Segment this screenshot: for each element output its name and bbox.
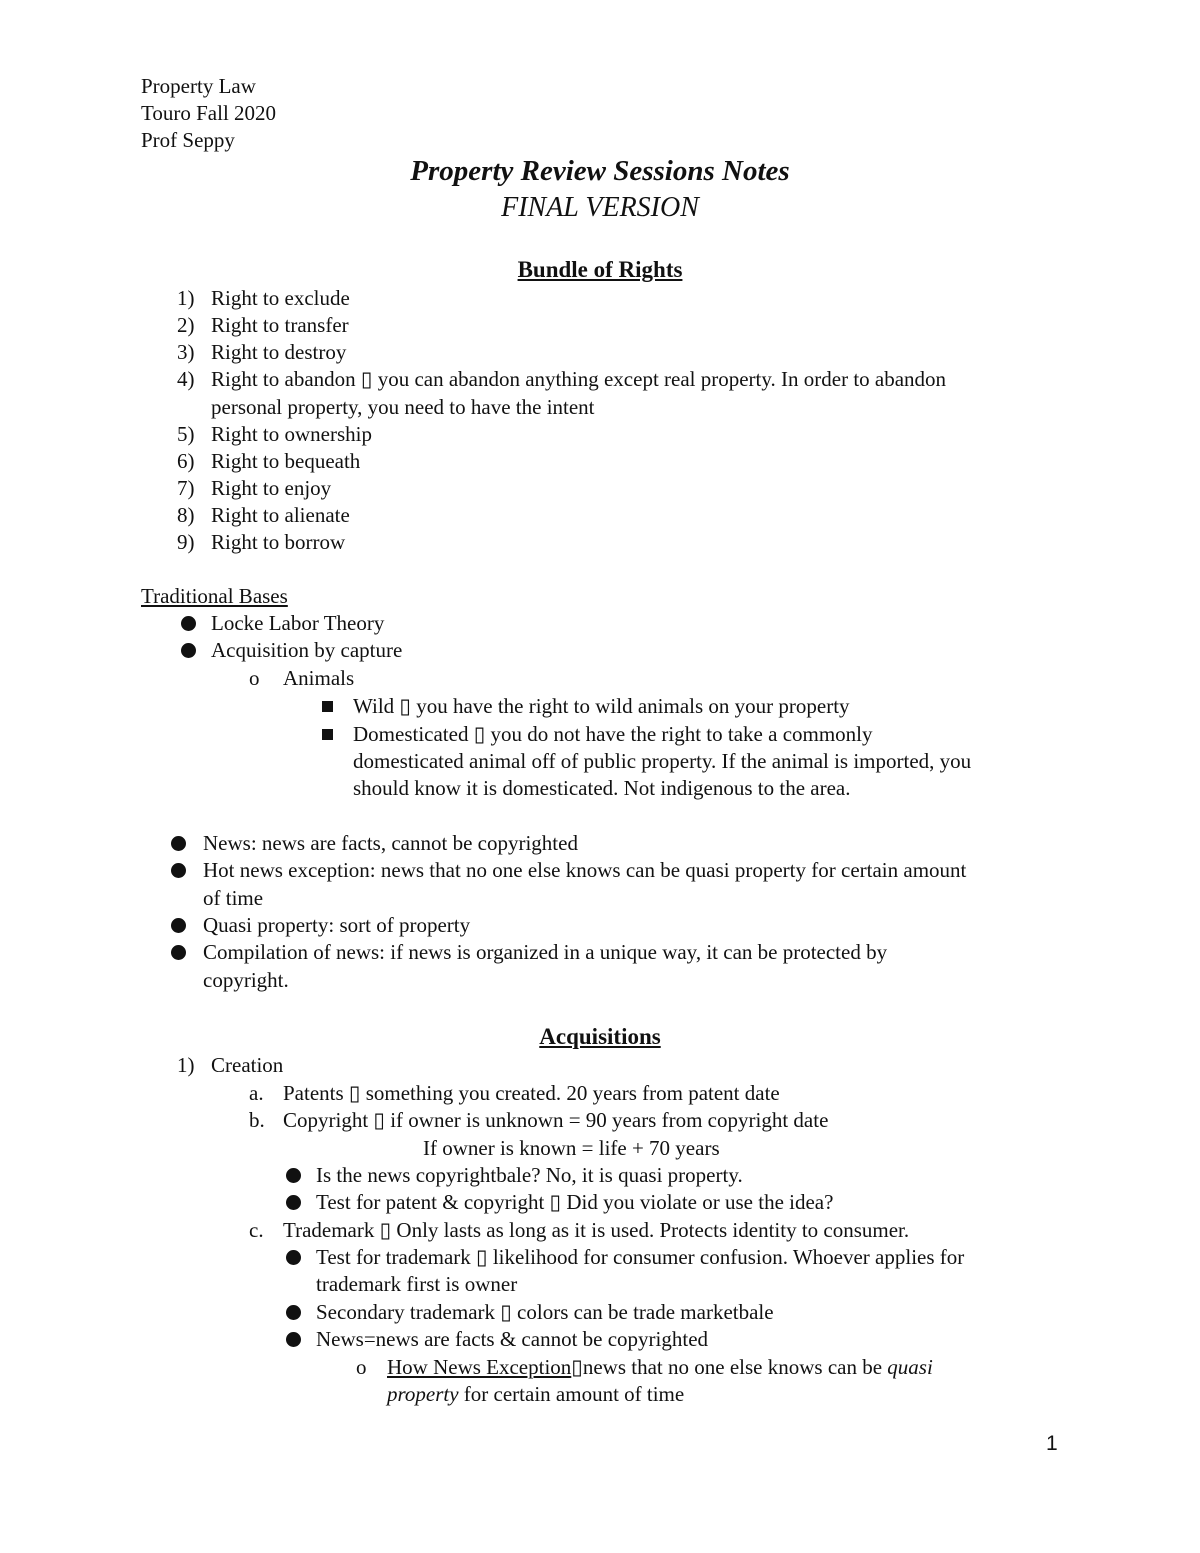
square-bullet-icon: [322, 729, 333, 740]
sub-bullet-marker: o: [249, 666, 260, 690]
list-number: 6): [177, 449, 195, 473]
list-item: Secondary trademark ▯ colors can be trade marketbale: [316, 1300, 774, 1324]
bullet-icon: [171, 836, 186, 851]
section-heading-acquisitions: Acquisitions: [539, 1024, 661, 1049]
list-item: Locke Labor Theory: [211, 611, 385, 635]
list-item: Right to transfer: [211, 313, 349, 337]
list-number: 7): [177, 476, 195, 500]
list-number: 2): [177, 313, 195, 337]
list-item: Acquisition by capture: [211, 638, 403, 662]
bullet-icon: [171, 945, 186, 960]
list-item: Right to exclude: [211, 286, 350, 310]
placeholder-glyph: ▯: [571, 1355, 583, 1379]
list-item: Domesticated ▯ you do not have the right to take a commonly: [353, 722, 873, 746]
list-item: [387, 1354, 933, 1381]
course-name: Property Law: [141, 74, 256, 98]
list-item-continuation: If owner is known = life + 70 years: [423, 1136, 720, 1160]
list-item: Test for trademark ▯ likelihood for consumer confusion. Whoever applies for: [316, 1245, 965, 1269]
document-title: Property Review Sessions Notes: [410, 155, 790, 187]
bullet-icon: [286, 1250, 301, 1265]
list-item: Creation: [211, 1053, 284, 1077]
list-item-continuation: [387, 1381, 684, 1408]
list-number: 8): [177, 503, 195, 527]
news-exception-tail: for certain amount of time: [458, 1382, 685, 1406]
list-item: Right to bequeath: [211, 449, 361, 473]
list-item-continuation: domesticated animal off of public property. If the animal is imported, you: [353, 749, 972, 773]
bullet-icon: [286, 1332, 301, 1347]
list-item: News: news are facts, cannot be copyrighted: [203, 831, 578, 855]
section-heading-bundle: Bundle of Rights: [517, 257, 683, 282]
bullet-icon: [286, 1168, 301, 1183]
bullet-icon: [181, 616, 196, 631]
list-item: Right to enjoy: [211, 476, 332, 500]
list-item: Copyright ▯ if owner is unknown = 90 years from copyright date: [283, 1108, 829, 1132]
list-item: Right to alienate: [211, 503, 350, 527]
news-exception-text: news that no one else knows can be: [582, 1355, 888, 1379]
italic-term: property: [387, 1382, 459, 1406]
list-item: Right to ownership: [211, 422, 372, 446]
list-item: Animals: [283, 666, 355, 690]
list-item: Quasi property: sort of property: [203, 913, 471, 937]
italic-term: quasi: [887, 1355, 933, 1379]
list-item: Trademark ▯ Only lasts as long as it is used. Protects identity to consumer.: [283, 1218, 910, 1242]
list-item-continuation: trademark first is owner: [316, 1272, 518, 1296]
list-marker: a.: [249, 1081, 264, 1105]
list-number: 1): [177, 286, 195, 310]
list-item: Wild ▯ you have the right to wild animals on your property: [353, 694, 850, 718]
sub-bullet-marker: o: [356, 1355, 367, 1379]
bullet-icon: [171, 918, 186, 933]
list-item-continuation: of time: [203, 886, 264, 910]
list-item: Right to destroy: [211, 340, 347, 364]
list-item: Right to borrow: [211, 530, 346, 554]
bullet-icon: [286, 1195, 301, 1210]
list-item: News=news are facts & cannot be copyrighted: [316, 1327, 709, 1351]
list-item: Hot news exception: news that no one else knows can be quasi property for certain amount: [203, 858, 967, 882]
list-number: 1): [177, 1053, 195, 1077]
list-item: Compilation of news: if news is organized in a unique way, it can be protected by: [203, 940, 888, 964]
list-marker: c.: [249, 1218, 264, 1242]
list-item: Is the news copyrightbale? No, it is quasi property.: [316, 1163, 743, 1187]
page-number: 1: [1046, 1432, 1058, 1455]
professor-name: Prof Seppy: [141, 128, 235, 152]
list-item: Patents ▯ something you created. 20 years from patent date: [283, 1081, 780, 1105]
list-item-continuation: should know it is domesticated. Not indigenous to the area.: [353, 776, 851, 800]
course-term: Touro Fall 2020: [141, 101, 277, 125]
bullet-icon: [181, 643, 196, 658]
list-marker: b.: [249, 1108, 265, 1132]
bullet-icon: [171, 863, 186, 878]
square-bullet-icon: [322, 701, 333, 712]
list-item-continuation: personal property, you need to have the intent: [211, 395, 595, 419]
list-number: 4): [177, 367, 195, 391]
list-item: Test for patent & copyright ▯ Did you violate or use the idea?: [316, 1190, 834, 1214]
document-subtitle: FINAL VERSION: [501, 192, 699, 223]
list-number: 5): [177, 422, 195, 446]
news-exception-label: How News Exception: [387, 1355, 572, 1379]
list-item-continuation: copyright.: [203, 968, 289, 992]
list-item: Right to abandon ▯ you can abandon anything except real property. In order to abandon: [211, 367, 947, 391]
list-number: 3): [177, 340, 195, 364]
list-number: 9): [177, 530, 195, 554]
traditional-bases-heading: Traditional Bases: [141, 584, 288, 608]
bullet-icon: [286, 1305, 301, 1320]
